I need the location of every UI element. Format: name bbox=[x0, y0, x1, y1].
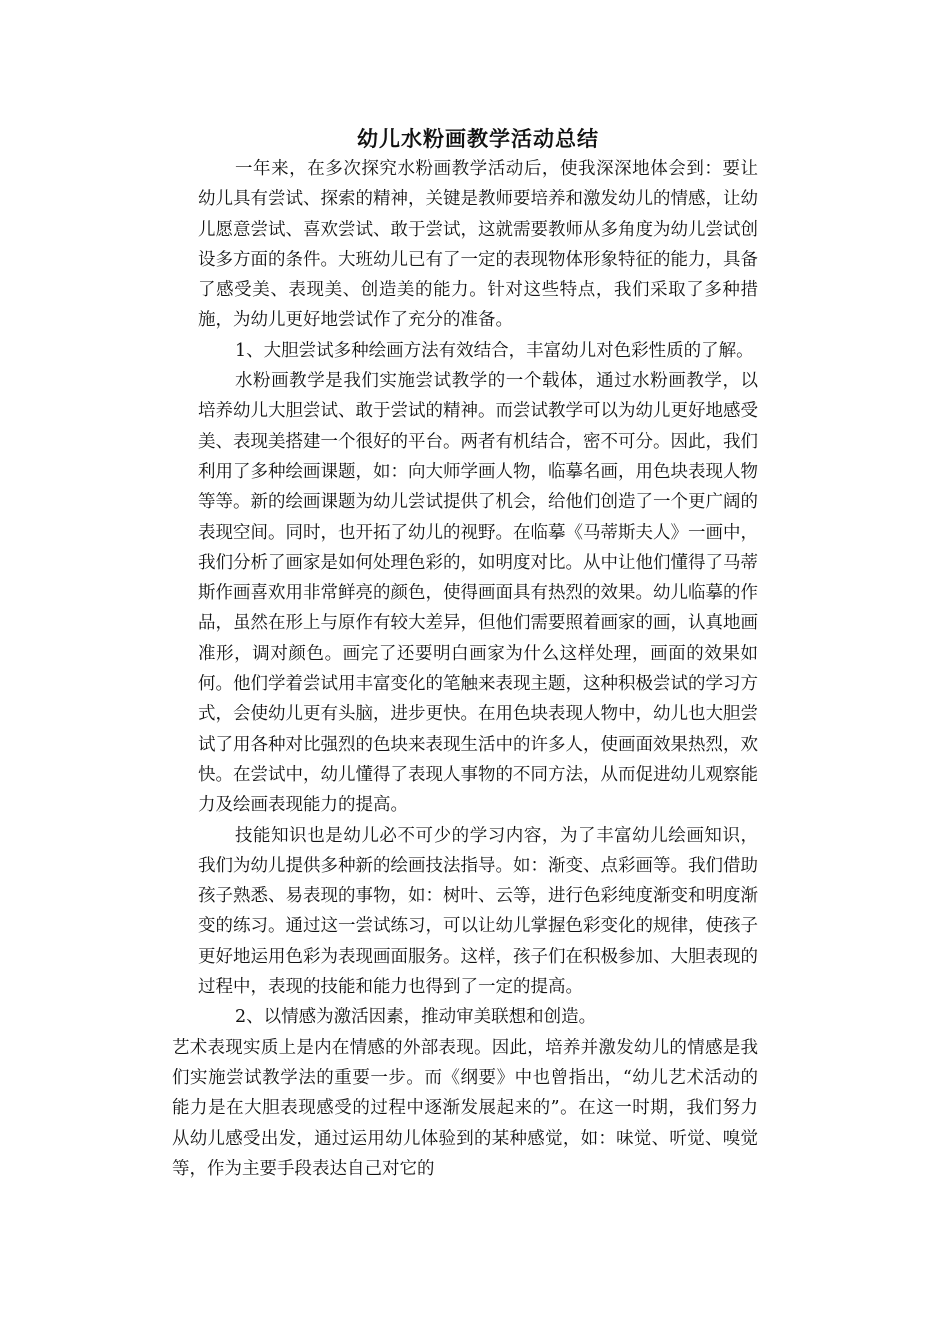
paragraph-intro: 一年来，在多次探究水粉画教学活动后，使我深深地体会到：要让幼儿具有尝试、探索的精神，关键是教师要培养和激发幼儿的情感，让幼儿愿意尝试、喜欢尝试、敢于尝试，这就需要教师从多角度为幼儿尝试创设多方面的条件。大班幼儿已有了一定的表现物体形象特征的能力，具备了感受美、表现美、创造美的能力。针对这些特点，我们采取了多种措施，为幼儿更好地尝试作了充分的准备。 bbox=[198, 159, 758, 331]
document-body bbox=[172, 124, 758, 1184]
section-heading-1: 1、大胆尝试多种绘画方法有效结合，丰富幼儿对色彩性质的了解。 bbox=[235, 340, 754, 361]
paragraph-watercolor-teaching: 水粉画教学是我们实施尝试教学的一个载体，通过水粉画教学，以培养幼儿大胆尝试、敢于尝试的精神。而尝试教学可以为幼儿更好地感受美、表现美搭建一个很好的平台。两者有机结合，密不可分。因此，我们利用了多种绘画课题，如：向大师学画人物，临摹名画，用色块表现人物等等。新的绘画课题为幼儿尝试提供了机会，给他们创造了一个更广阔的表现空间。同时，也开拓了幼儿的视野。在临摹《马蒂斯夫人》一画中，我们分析了画家是如何处理色彩的，如明度对比。从中让他们懂得了马蒂斯作画喜欢用非常鲜亮的颜色，使得画面具有热烈的效果。幼儿临摹的作品，虽然在形上与原作有较大差异，但他们需要照着画家的画，认真地画准形，调对颜色。画完了还要明白画家为什么这样处理，画面的效果如何。他们学着尝试用丰富变化的笔触来表现主题，这种积极尝试的学习方式，会使幼儿更有头脑，进步更快。在用色块表现人物中，幼儿也大胆尝试了用各种对比强烈的色块来表现生活中的许多人，使画面效果热烈，欢快。在尝试中，幼儿懂得了表现人事物的不同方法，从而促进幼儿观察能力及绘画表现能力的提高。 bbox=[198, 371, 758, 816]
section-heading-2: 2、以情感为激活因素，推动审美联想和创造。 bbox=[235, 1007, 597, 1028]
paragraph-skill-knowledge: 技能知识也是幼儿必不可少的学习内容，为了丰富幼儿绘画知识，我们为幼儿提供多种新的绘画技法指导。如：渐变、点彩画等。我们借助孩子熟悉、易表现的事物，如：树叶、云等，进行色彩纯度渐变和明度渐变的练习。通过这一尝试练习，可以让幼儿掌握色彩变化的规律，使孩子更好地运用色彩为表现画面服务。这样，孩子们在积极参加、大胆表现的过程中，表现的技能和能力也得到了一定的提高。 bbox=[198, 825, 758, 998]
paragraph-emotion: 艺术表现实质上是内在情感的外部表现。因此，培养并激发幼儿的情感是我们实施尝试教学法的重要一步。而《纲要》中也曾指出，“幼儿艺术活动的能力是在大胆表现感受的过程中逐渐发展起来的”。在这一时期，我们努力从幼儿感受出发，通过运用幼儿体验到的某种感觉，如：味觉、听觉、嗅觉等，作为主要手段表达自己对它的 bbox=[172, 1037, 758, 1179]
document-title: 幼儿水粉画教学活动总结 bbox=[357, 127, 599, 151]
